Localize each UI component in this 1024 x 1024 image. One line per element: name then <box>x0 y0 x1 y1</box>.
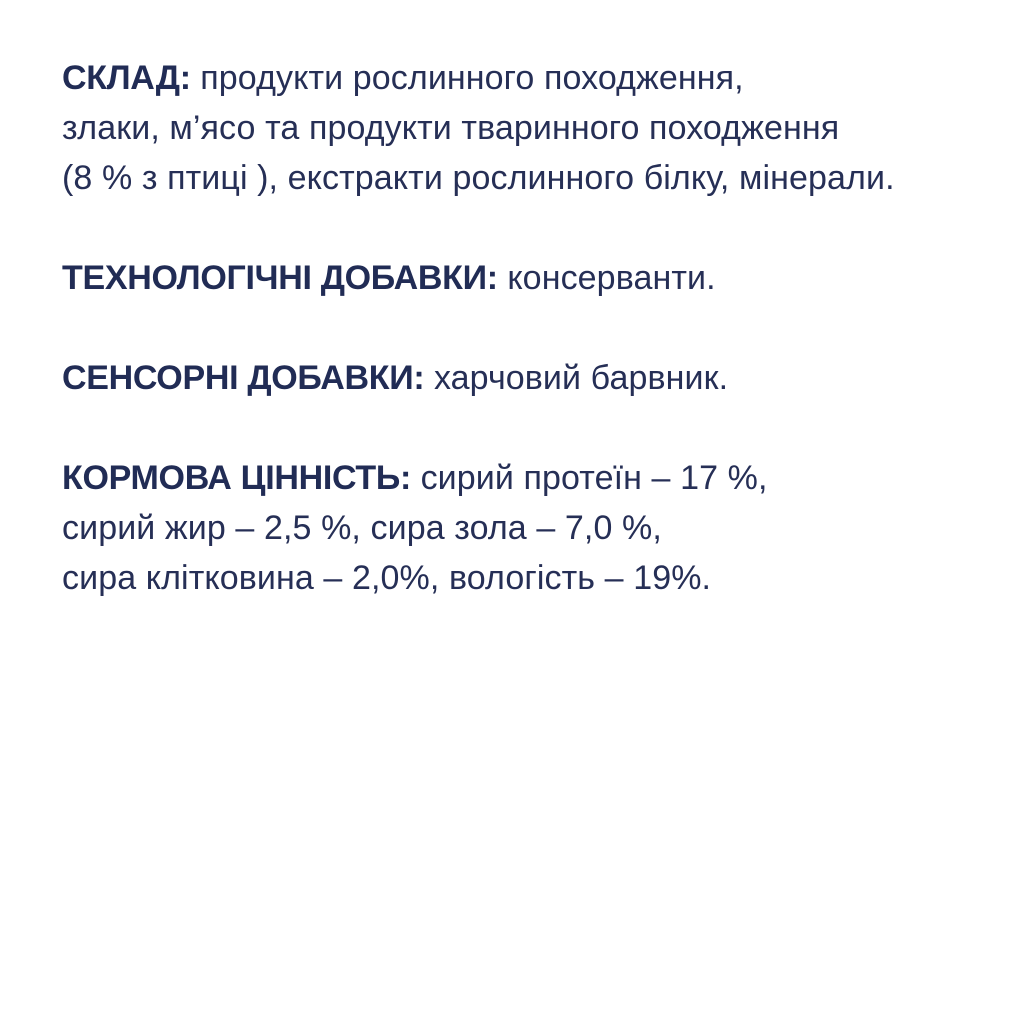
technological-additives-line-1: консерванти. <box>507 259 716 297</box>
sensory-additives-section <box>62 353 966 403</box>
feed-value-line-1: сирий протеїн – 17 %, <box>420 459 768 497</box>
sensory-additives-line-1: харчовий барвник. <box>433 359 729 397</box>
composition-line-2: злаки, м’ясо та продукти тваринного походження <box>62 109 840 147</box>
feed-value-heading: КОРМОВА ЦІННІСТЬ: <box>62 459 412 497</box>
composition-section <box>62 53 966 203</box>
composition-line-1: продукти рослинного походження, <box>200 59 744 97</box>
ingredients-label <box>62 53 966 603</box>
sensory-additives-heading: СЕНСОРНІ ДОБАВКИ: <box>62 359 425 397</box>
feed-value-line-2: сирий жир – 2,5 %, сира зола – 7,0 %, <box>62 509 662 547</box>
composition-line-3: (8 % з птиці ), екстракти рослинного білку, мінерали. <box>62 159 895 197</box>
technological-additives-section <box>62 253 966 303</box>
feed-value-line-3: сира клітковина – 2,0%, вологість – 19%. <box>62 559 712 597</box>
composition-heading: СКЛАД: <box>62 59 191 97</box>
technological-additives-heading: ТЕХНОЛОГІЧНІ ДОБАВКИ: <box>62 259 498 297</box>
feed-value-section <box>62 453 966 603</box>
